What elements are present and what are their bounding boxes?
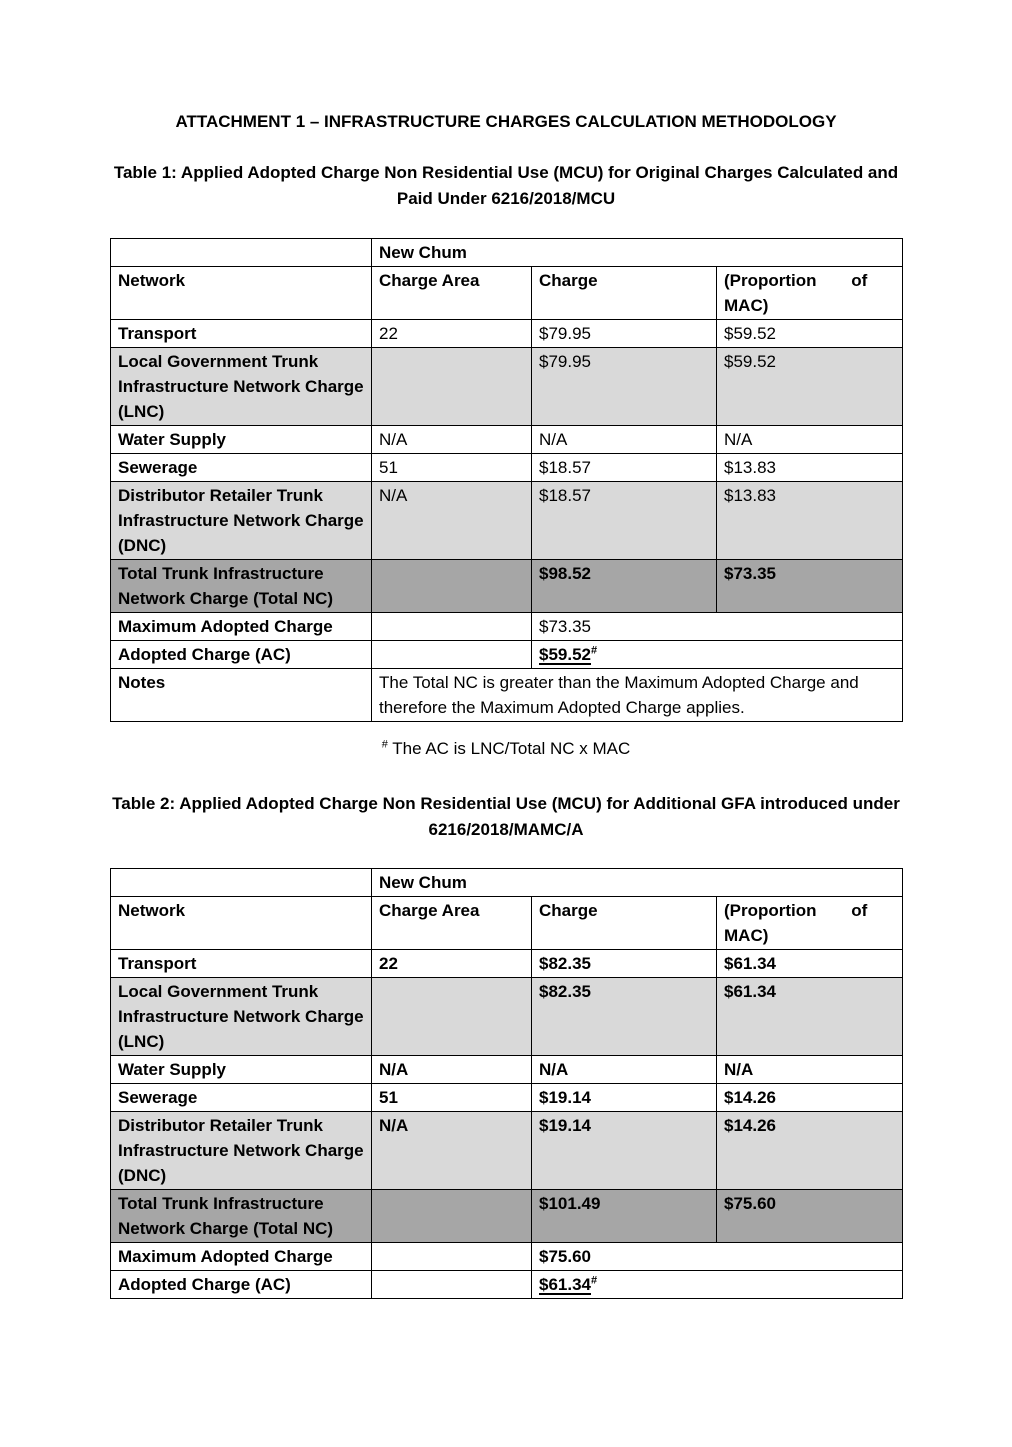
table-row <box>111 560 903 613</box>
footnote-reference-marker: # <box>591 1274 598 1287</box>
value-cell: N/A <box>717 426 903 454</box>
column-header: (Proportion of MAC) <box>717 897 903 950</box>
column-header-row <box>111 267 903 320</box>
table-row <box>111 426 903 454</box>
column-header-row <box>111 897 903 950</box>
group-header: New Chum <box>372 869 903 897</box>
table-row <box>111 1084 903 1112</box>
value-cell: $19.14 <box>532 1084 717 1112</box>
group-header-row <box>111 239 903 267</box>
table-row <box>111 669 903 722</box>
value-cell: $14.26 <box>717 1112 903 1190</box>
corner-cell <box>111 869 372 897</box>
value-cell: $13.83 <box>717 454 903 482</box>
table1-infrastructure-charges <box>110 238 903 722</box>
table-row <box>111 641 903 669</box>
row-label-cell: Adopted Charge (AC) <box>111 641 372 669</box>
value-cell: $101.49 <box>532 1190 717 1243</box>
table-row <box>111 613 903 641</box>
footnote-marker: # <box>381 738 388 751</box>
table-row <box>111 482 903 560</box>
group-header: New Chum <box>372 239 903 267</box>
row-label-cell: Local Government Trunk Infrastructure Network Charge (LNC) <box>111 978 372 1056</box>
table-row <box>111 950 903 978</box>
row-label-cell: Transport <box>111 950 372 978</box>
value-cell: N/A <box>372 1112 532 1190</box>
value-cell: N/A <box>532 426 717 454</box>
value-cell: $61.34# <box>532 1271 903 1299</box>
table-row <box>111 454 903 482</box>
value-cell: The Total NC is greater than the Maximum Adopted Charge and therefore the Maximum Adopted Charge applies. <box>372 669 903 722</box>
table-row <box>111 1056 903 1084</box>
column-header: Charge Area <box>372 897 532 950</box>
column-header: (Proportion of MAC) <box>717 267 903 320</box>
table-row <box>111 320 903 348</box>
value-cell: $79.95 <box>532 320 717 348</box>
row-label-cell: Notes <box>111 669 372 722</box>
table1-caption-text: Table 1: Applied Adopted Charge Non Residential Use (MCU) for Original Charges Calculated and Paid Under 6216/2018/MCU <box>113 163 899 208</box>
footnote-text: The AC is LNC/Total NC x MAC <box>392 739 631 758</box>
value-cell <box>372 1271 532 1299</box>
row-label-cell: Sewerage <box>111 454 372 482</box>
value-cell: $59.52# <box>532 641 903 669</box>
value-cell: $73.35 <box>532 613 903 641</box>
table-row <box>111 978 903 1056</box>
row-label-cell: Water Supply <box>111 1056 372 1084</box>
value-cell <box>372 1190 532 1243</box>
value-cell: 51 <box>372 1084 532 1112</box>
value-cell: $75.60 <box>532 1243 903 1271</box>
value-cell: $19.14 <box>532 1112 717 1190</box>
value-cell: $61.34 <box>717 978 903 1056</box>
row-label-cell: Adopted Charge (AC) <box>111 1271 372 1299</box>
page-title: ATTACHMENT 1 – INFRASTRUCTURE CHARGES CALCULATION METHODOLOGY <box>175 112 837 131</box>
value-cell: N/A <box>372 426 532 454</box>
value-cell: $79.95 <box>532 348 717 426</box>
column-header: Charge <box>532 267 717 320</box>
row-label-cell: Water Supply <box>111 426 372 454</box>
row-label-cell: Total Trunk Infrastructure Network Charge (Total NC) <box>111 1190 372 1243</box>
table1-caption <box>0 160 1012 212</box>
value-cell: $18.57 <box>532 482 717 560</box>
value-cell: 51 <box>372 454 532 482</box>
value-cell: N/A <box>717 1056 903 1084</box>
table2-caption-text: Table 2: Applied Adopted Charge Non Residential Use (MCU) for Additional GFA introduced under 6216/2018/MAMC/A <box>112 794 900 839</box>
value-cell <box>372 613 532 641</box>
footnote <box>0 739 1012 759</box>
value-cell: 22 <box>372 320 532 348</box>
table-row <box>111 1243 903 1271</box>
group-header-row <box>111 869 903 897</box>
value-cell: $82.35 <box>532 950 717 978</box>
value-cell: 22 <box>372 950 532 978</box>
table-row <box>111 1190 903 1243</box>
value-cell <box>372 348 532 426</box>
column-header: Network <box>111 267 372 320</box>
corner-cell <box>111 239 372 267</box>
row-label-cell: Sewerage <box>111 1084 372 1112</box>
footnote-reference-marker: # <box>591 644 598 657</box>
value-cell <box>372 641 532 669</box>
value-cell <box>372 560 532 613</box>
table-row <box>111 1112 903 1190</box>
value-cell: $61.34 <box>717 950 903 978</box>
value-cell: N/A <box>372 1056 532 1084</box>
value-cell: $18.57 <box>532 454 717 482</box>
row-label-cell: Local Government Trunk Infrastructure Network Charge (LNC) <box>111 348 372 426</box>
value-cell: $14.26 <box>717 1084 903 1112</box>
value-cell <box>372 978 532 1056</box>
column-header: Network <box>111 897 372 950</box>
value-cell: $73.35 <box>717 560 903 613</box>
table2-infrastructure-charges <box>110 868 903 1299</box>
table-row <box>111 348 903 426</box>
row-label-cell: Distributor Retailer Trunk Infrastructure Network Charge (DNC) <box>111 1112 372 1190</box>
row-label-cell: Maximum Adopted Charge <box>111 613 372 641</box>
column-header: Charge Area <box>372 267 532 320</box>
value-cell: N/A <box>532 1056 717 1084</box>
row-label-cell: Distributor Retailer Trunk Infrastructure Network Charge (DNC) <box>111 482 372 560</box>
column-header: Charge <box>532 897 717 950</box>
value-cell: $13.83 <box>717 482 903 560</box>
row-label-cell: Total Trunk Infrastructure Network Charge (Total NC) <box>111 560 372 613</box>
value-cell <box>372 1243 532 1271</box>
value-cell: $59.52 <box>717 320 903 348</box>
table-row <box>111 1271 903 1299</box>
value-cell: $82.35 <box>532 978 717 1056</box>
value-cell: $98.52 <box>532 560 717 613</box>
value-cell: N/A <box>372 482 532 560</box>
value-cell: $75.60 <box>717 1190 903 1243</box>
value-cell: $59.52 <box>717 348 903 426</box>
row-label-cell: Maximum Adopted Charge <box>111 1243 372 1271</box>
row-label-cell: Transport <box>111 320 372 348</box>
table2-caption <box>0 791 1012 843</box>
